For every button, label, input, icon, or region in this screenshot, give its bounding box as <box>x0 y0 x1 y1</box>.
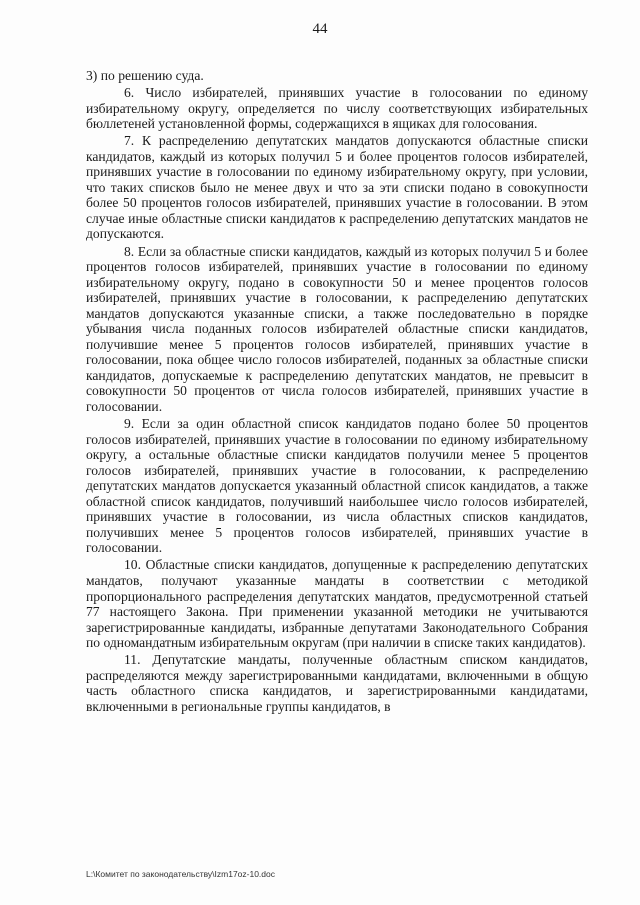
paragraph-8: 8. Если за областные списки кандидатов, каждый из которых получил 5 и более процентов голосов избирателей, принявших участие в голосовании по единому избирательному округу, подано в совокупности 50 и менее процентов голосов избирателей, принявших участие в голосовании, к распределению депутатских мандатов допускаются указанные списки, а также последовательно в порядке убывания числа поданных голосов избирателей областные списки кандидатов, получившие менее 5 процентов голосов избирателей, принявших участие в голосовании, пока общее число голосов избирателей, поданных за областные списки кандидатов, допускаемые к распределению депутатских мандатов, не превысит в совокупности 50 процентов от числа голосов избирателей, принявших участие в голосовании. <box>86 243 588 414</box>
paragraph-9: 9. Если за один областной список кандидатов подано более 50 процентов голосов избирателей, принявших участие в голосовании по единому избирательному округу, а остальные областные списки кандидатов получили менее 5 процентов голосов избирателей, принявших участие в голосовании, к распределению депутатских мандатов допускается указанный областной список кандидатов, а также областной список кандидатов, получивший наибольшее число голосов избирателей, принявших участие в голосовании, из числа областных списков кандидатов, получивших менее 5 процентов голосов избирателей, принявших участие в голосовании. <box>86 416 588 556</box>
paragraph-10: 10. Областные списки кандидатов, допущенные к распределению депутатских мандатов, получают указанные мандаты в соответствии с методикой пропорционального распределения депутатских мандатов, предусмотренной статьей 77 настоящего Закона. При применении указанной методики не учитываются зарегистрированные кандидаты, избранные депутатами Законодательного Собрания по одномандатным избирательным округам (при наличии в списке таких кандидатов). <box>86 557 588 651</box>
file-path-footer: L:\Комитет по законодательству\Izm17oz-10.doc <box>86 869 276 879</box>
document-body <box>86 68 588 716</box>
paragraph-6: 6. Число избирателей, принявших участие в голосовании по единому избирательному округу, определяется по числу соответствующих избирательных бюллетеней установленной формы, содержащихся в ящиках для голосования. <box>86 85 588 132</box>
paragraph-11: 11. Депутатские мандаты, полученные областным списком кандидатов, распределяются между зарегистрированными кандидатами, включенными в общую часть областного списка кандидатов, и зарегистрированными кандидатами, включенными в региональные группы кандидатов, в <box>86 652 588 714</box>
paragraph-7: 7. К распределению депутатских мандатов допускаются областные списки кандидатов, каждый из которых получил 5 и более процентов голосов избирателей, принявших участие в голосовании по единому избирательному округу, при условии, что таких списков было не менее двух и что за эти списки подано в совокупности более 50 процентов голосов избирателей, принявших участие в голосовании. В этом случае иные областные списки кандидатов к распределению депутатских мандатов не допускаются. <box>86 133 588 242</box>
paragraph-item-3: 3) по решению суда. <box>86 68 204 83</box>
page-number: 44 <box>312 21 328 37</box>
